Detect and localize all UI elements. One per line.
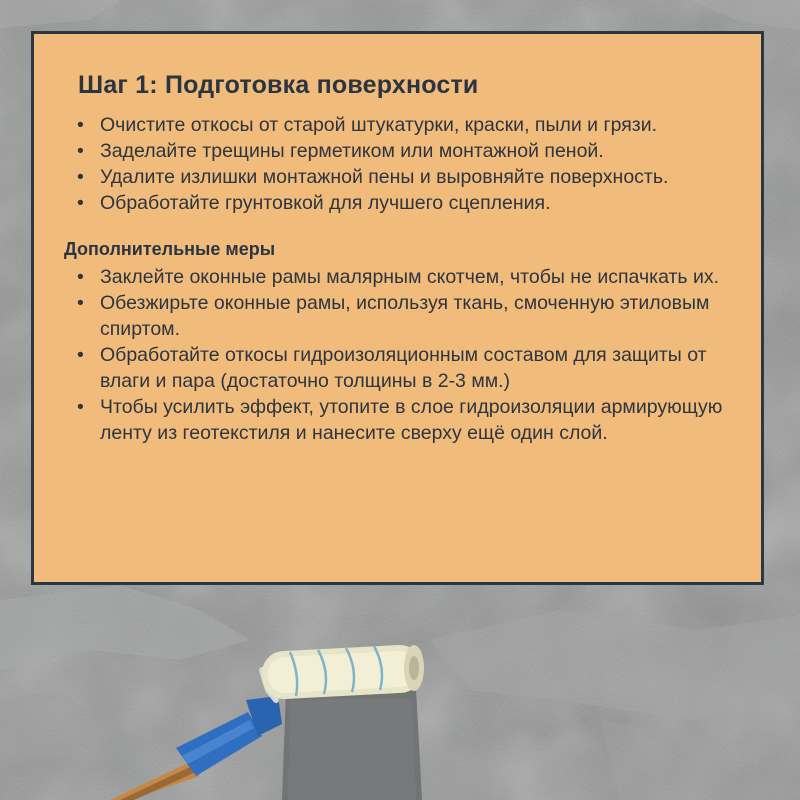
roller-pole xyxy=(110,762,200,800)
list-item xyxy=(64,264,733,290)
bullet: • xyxy=(77,114,84,136)
list-item-text: Заделайте трещины герметиком или монтажной пеной. xyxy=(100,140,604,162)
list-item xyxy=(64,394,733,446)
step-list xyxy=(64,112,733,216)
extra-list xyxy=(64,264,733,446)
bullet: • xyxy=(77,166,84,188)
bullet: • xyxy=(77,192,84,214)
bullet: • xyxy=(77,140,84,162)
list-item-text: Обработайте откосы гидроизоляционным составом для защиты от влаги и пара (достаточно толщины в 2-3 мм.) xyxy=(100,344,707,392)
list-item xyxy=(64,342,733,394)
list-item-text: Удалите излишки монтажной пены и выровняйте поверхность. xyxy=(100,166,669,188)
bullet: • xyxy=(77,266,84,288)
bullet: • xyxy=(77,292,84,314)
list-item-text: Обезжирьте оконные рамы, используя ткань, смоченную этиловым спиртом. xyxy=(100,292,710,340)
roller-cover xyxy=(261,644,424,700)
extra-title: Дополнительные меры xyxy=(64,239,276,259)
list-item-text: Заклейте оконные рамы малярным скотчем, чтобы не испачкать их. xyxy=(100,266,720,288)
list-item xyxy=(64,190,733,216)
bullet: • xyxy=(77,344,84,366)
bullet: • xyxy=(77,396,84,418)
list-item xyxy=(64,290,733,342)
list-item xyxy=(64,164,733,190)
list-item-text: Очистите откосы от старой штукатурки, краски, пыли и грязи. xyxy=(100,114,658,136)
list-item-text: Чтобы усилить эффект, утопите в слое гидроизоляции армирующую ленту из геотекстиля и нанесите сверху ещё один слой. xyxy=(100,396,723,444)
list-item-text: Обработайте грунтовкой для лучшего сцепления. xyxy=(100,192,551,214)
list-item xyxy=(64,112,733,138)
step-title: Шаг 1: Подготовка поверхности xyxy=(78,71,479,99)
info-card xyxy=(31,31,764,585)
list-item xyxy=(64,138,733,164)
